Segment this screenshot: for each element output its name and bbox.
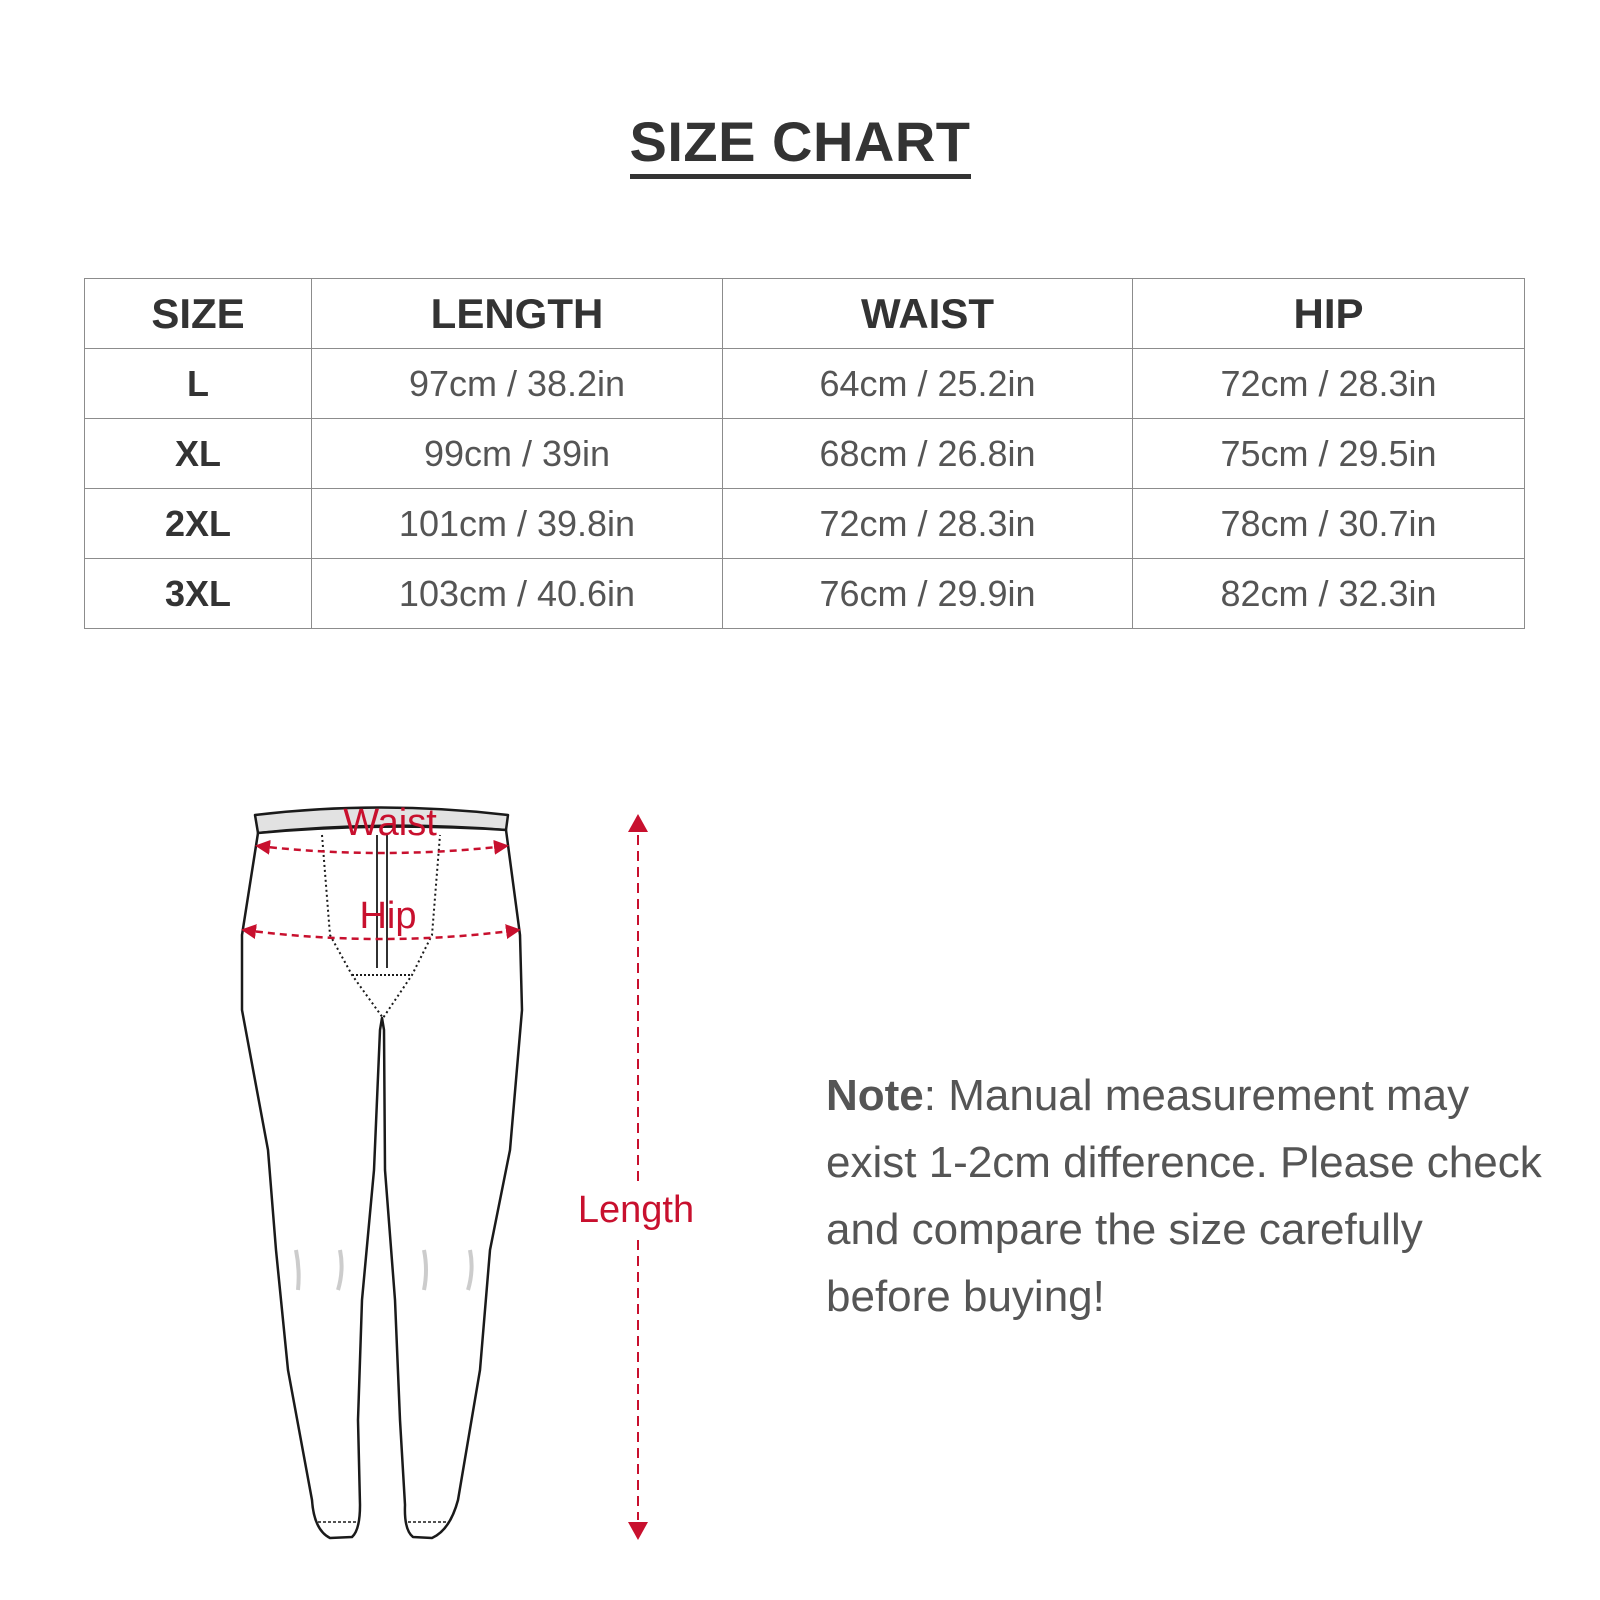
size-cell: XL (85, 419, 312, 489)
length-measure (578, 814, 694, 1540)
header-hip: HIP (1133, 279, 1525, 349)
note-text (826, 1062, 1546, 1330)
arrowhead-down (628, 1522, 648, 1540)
waist-cell: 72cm / 28.3in (723, 489, 1133, 559)
waist-cell: 64cm / 25.2in (723, 349, 1133, 419)
waist-cell: 68cm / 26.8in (723, 419, 1133, 489)
size-cell: 3XL (85, 559, 312, 629)
hip-cell: 78cm / 30.7in (1133, 489, 1525, 559)
size-cell: L (85, 349, 312, 419)
length-label: Length (577, 1189, 695, 1231)
header-waist: WAIST (723, 279, 1133, 349)
header-length: LENGTH (312, 279, 723, 349)
hip-cell: 72cm / 28.3in (1133, 349, 1525, 419)
length-cell: 99cm / 39in (312, 419, 723, 489)
title-text: SIZE CHART (630, 112, 971, 179)
note-label: Note (826, 1071, 924, 1120)
waist-cell: 76cm / 29.9in (723, 559, 1133, 629)
note-body: : Manual measurement may exist 1-2cm difference. Please check and compare the size carefully before buying! (826, 1071, 1542, 1321)
length-cell: 97cm / 38.2in (312, 349, 723, 419)
size-cell: 2XL (85, 489, 312, 559)
arrowhead-up (628, 814, 648, 832)
hip-cell: 75cm / 29.5in (1133, 419, 1525, 489)
waist-label: Waist (343, 802, 437, 844)
header-size: SIZE (85, 279, 312, 349)
hip-label: Hip (359, 895, 417, 937)
length-cell: 101cm / 39.8in (312, 489, 723, 559)
hip-cell: 82cm / 32.3in (1133, 559, 1525, 629)
length-cell: 103cm / 40.6in (312, 559, 723, 629)
